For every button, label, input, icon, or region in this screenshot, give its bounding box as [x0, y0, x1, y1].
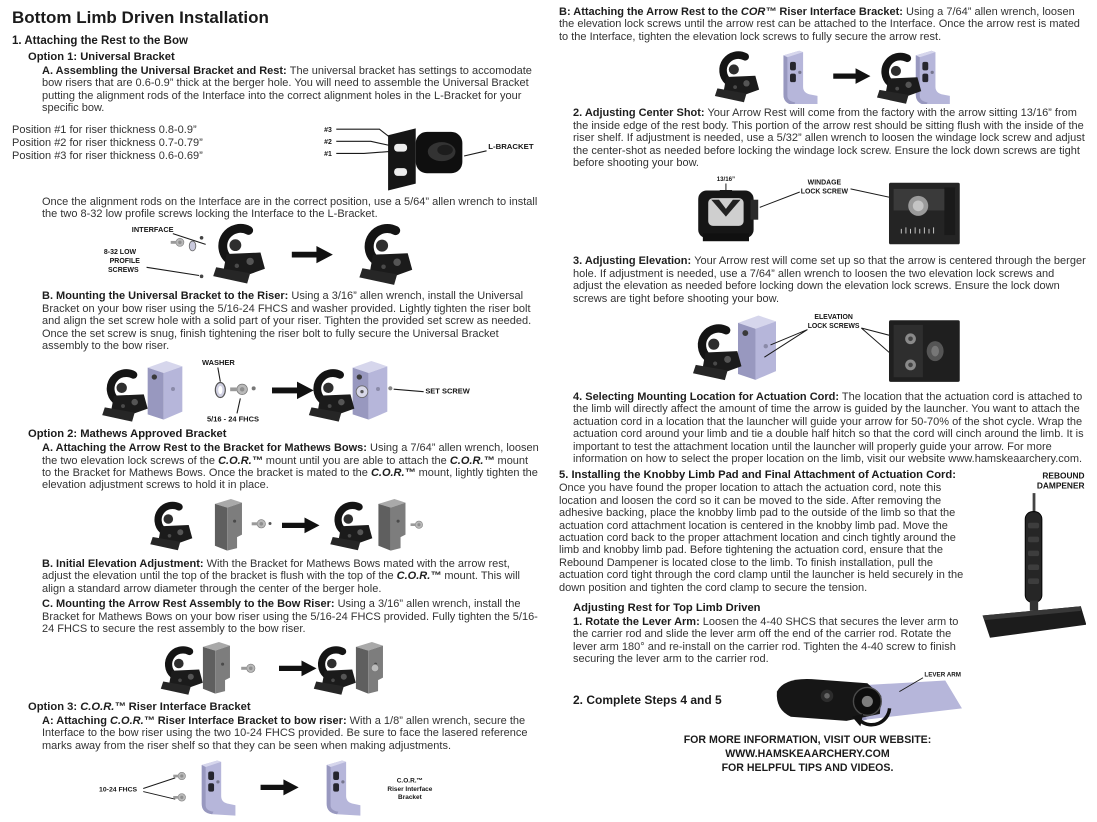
label-lever-arm: LEVER ARM	[924, 671, 961, 679]
elevation-paragraph: 3. Adjusting Elevation: Your Arrow rest will come set up so that the arrow is centered through the berger hole. If adjustment is needed, use a 7/64” allen wrench to loosen the two elevation lock screws and adjust the elevation as needed before locking down the elevation lock screws. Ensure the lock down screws are tight before shooting your bow.	[573, 255, 1086, 305]
label-windage-2: LOCK SCREW	[801, 188, 849, 196]
mathews-bracket-illustration	[378, 499, 405, 551]
website-url: WWW.HAMSKEAARCHERY.COM	[725, 748, 890, 761]
mathews-bracket-illustration	[202, 642, 229, 694]
riser-interface-bracket-illustration	[915, 51, 949, 104]
label-rebound-1: REBOUND	[1042, 469, 1085, 480]
figure-windage	[649, 172, 995, 252]
knobby-pad-paragraph: Once you have found the proper location to attach the actuation cord, note this location and loosen the cord so it can be moved to the side. After removing the adhesive backing, place the knobby limb pad to the outside of the limb so that the actuation cord attachment location is centered in the knobby limb pad. Move the actuation cord back to the proper attachment location and cinch tightly around the limb and knobby limb pad. Before tightening the actuation cord, ensure that the Rebound Dampener is located close to the limb. To finish installation, pull the actuation cord tight through the cord clamp until the launcher is held securely in the down position and tighten the cord clamp to secure the tension.	[559, 482, 964, 594]
b-attach-paragraph: B: Attaching the Arrow Rest to the COR™ Riser Interface Bracket: Using a 7/64” allen wrench, loosen the elevation lock screws until the arrow rest can be attached to the Interface. Once the arrow rest is mated to the Interface, tighten the elevation lock screws to fully secure the arrow rest.	[559, 6, 1080, 43]
arrow-rest-illustration	[150, 505, 192, 550]
figure-rebound-dampener	[977, 469, 1086, 647]
footer-line-1: FOR MORE INFORMATION, VISIT OUR WEBSITE:	[683, 734, 932, 747]
center-shot-paragraph: 2. Adjusting Center Shot: Your Arrow Rest will come from the factory with the arrow sitting 13/16” from the inside edge of the rest body. This portion of the arrow rest should be sitting flush with the inside of the riser shelf. If adjustment is needed, use a 5/32” allen wrench to loosen the windage lock screw and adjust the center-shot as needed before locking the windage lock screw. Ensure the lock down screws are tight before shooting your bow.	[573, 107, 1085, 169]
section-1-heading: 1. Attaching the Rest to the Bow	[12, 35, 188, 48]
arrow-rest-illustration	[213, 229, 265, 284]
opt2-c-paragraph: C. Mounting the Arrow Rest Assembly to the Bow Riser: Using a 3/16” allen wrench, install the Bracket for Mathews Bows on your bow riser using the 5/16-24 FHCS provided. Fully tighten the 5/16-24 FHCS to secure the rest assembly to the bow riser.	[42, 598, 538, 635]
riser-interface-bracket-illustration	[783, 51, 817, 104]
arrow-rest-illustration	[330, 505, 372, 550]
label-windage-1: WINDAGE	[808, 179, 842, 187]
complete-steps-text: 2. Complete Steps 4 and 5	[573, 692, 722, 707]
position-list	[12, 118, 203, 164]
label-13-16: 13/16”	[717, 176, 736, 184]
figure-elevation	[649, 308, 995, 388]
arrow-rest-illustration	[102, 374, 147, 423]
limb-illustration	[982, 606, 1086, 638]
label-pos1: #1	[324, 150, 332, 158]
arrow-rest-illustration	[715, 55, 759, 102]
arrow-right-icon	[833, 69, 870, 85]
figure-cor-bracket	[96, 755, 454, 819]
arrow-right-icon	[279, 661, 317, 677]
riser-block-illustration	[148, 361, 183, 420]
figure-rest-to-interface	[689, 46, 957, 104]
lever-arm-illustration	[777, 679, 962, 721]
top-limb-heading: Adjusting Rest for Top Limb Driven	[573, 602, 761, 615]
figure-washer-mounting	[67, 355, 484, 425]
option-2-heading: Option 2: Mathews Approved Bracket	[28, 428, 227, 441]
position-1: Position #1 for riser thickness 0.8-0.9”	[12, 123, 197, 136]
option-1-heading: Option 1: Universal Bracket	[28, 51, 175, 64]
riser-interface-bracket-illustration	[202, 761, 236, 816]
rest-front-view-illustration	[699, 191, 759, 242]
rebound-dampener-illustration	[1025, 493, 1042, 611]
label-screws-2: PROFILE	[109, 258, 140, 266]
opt2-a-paragraph: A. Attaching the Arrow Rest to the Bracket for Mathews Bows: Using a 7/64” allen wrench, loosen the two elevation lock screws of the C.O.R.™ mount until you are able to attach the C.O.R.™ mount to the Bracket for Mathews Bows. Once the bracket is mated to the C.O.R.™ mount, lightly tighten the elevation adjustment screws to hold it in place.	[42, 442, 539, 492]
position-2: Position #2 for riser thickness 0.7-0.79”	[12, 136, 203, 149]
positions-row	[12, 118, 539, 194]
label-set-screw: SET SCREW	[425, 386, 470, 396]
actuation-cord-paragraph: 4. Selecting Mounting Location for Actuation Cord: The location that the actuation cord is attached to the limb will directly affect the amount of time the arrow is guided by the launcher. You want to attach the actuation cord in a location that the launcher will guide your arrow for 50-70% of the shot cycle. Wrap the actuation cord around your limb and tie a double half hitch so that the cord will cinch around the limb. It is important to test the attachment location until the launcher will properly guide your arrow. For more information on how to select the proper location on the limb, visit our website www.hamskeaarchery.com.	[573, 391, 1084, 466]
label-washer: WASHER	[202, 358, 236, 368]
lever-row	[559, 668, 1086, 732]
arrow-rest-assembled-illustration	[359, 229, 412, 285]
label-cor-2: Riser Interface	[387, 786, 433, 794]
label-rebound-2: DAMPENER	[1036, 480, 1085, 491]
opt1-a-paragraph: A. Assembling the Universal Bracket and Rest: The universal bracket has settings to accomodate bow risers that are 0.6-0.9” thick at the berger hole. You will need to assemble the Universal Bracket putting the alignment rods of the Interface into the correct alignment holes in the L-Bracket for your specific bow.	[42, 64, 532, 115]
position-3: Position #3 for riser thickness 0.6-0.69”	[12, 150, 203, 163]
arrow-rest-illustration	[693, 329, 741, 381]
arrow-rest-illustration	[160, 650, 202, 695]
option-3-heading: Option 3: C.O.R.™ Riser Interface Bracket	[28, 701, 251, 714]
rotate-lever-paragraph: 1. Rotate the Lever Arm: Loosen the 4-40 SHCS that secures the lever arm to the carrier rod and slide the lever arm off the end of the carrier rod. Rotate the lever arm 180° and re-install on the carrier rod. Tighten the 4-40 screw to finish securing the lever arm to the carrier rod.	[573, 615, 959, 665]
figure-l-bracket	[319, 118, 535, 194]
label-10-24-fhcs: 10-24 FHCS	[99, 786, 138, 794]
arrow-right-icon	[261, 780, 299, 796]
label-elevation-1: ELEVATION	[814, 313, 854, 321]
label-cor-1: C.O.R.™	[397, 777, 424, 785]
right-column	[559, 6, 1086, 822]
opt3-a-paragraph: A: Attaching C.O.R.™ Riser Interface Bracket to bow riser: With a 1/8” allen wrench, secure the Interface to the bow riser using the two 10-24 FHCS provided. Be sure to face the lasered reference marks away from the riser shelf so that they can be seen when making adjustments.	[42, 715, 528, 752]
arrow-right-icon	[292, 246, 333, 263]
elevation-closeup-illustration	[889, 320, 960, 382]
opt1-b-paragraph: B. Mounting the Universal Bracket to the Riser: Using a 3/16” allen wrench, install the Universal Bracket on your bow riser using the 5/16-24 FHCS and washer provided. Lightly tighten the riser bolt and align the set screw hole with a solid part of your riser. Tighten the provided set screw as needed. Once the set screw is snug, finish tightening the riser bolt to fully secure the Universal Bracket assembly to the bow riser.	[42, 290, 532, 353]
arrow-rest-assembled-illustration	[309, 374, 354, 423]
knobby-pad-heading: 5. Installing the Knobby Limb Pad and Final Attachment of Actuation Cord:	[559, 468, 956, 481]
label-screws-3: SCREWS	[108, 267, 139, 275]
figure-mathews-mount	[126, 638, 426, 698]
figure-lever-arm	[763, 668, 972, 732]
left-column	[12, 6, 539, 822]
label-fhcs: 5/16 - 24 FHCS	[207, 415, 260, 425]
opt1-once-paragraph: Once the alignment rods on the Interface are in the correct position, use a 5/64” allen wrench to install the two 8-32 low profile screws locking the Interface to the L-Bracket.	[42, 195, 538, 220]
opt2-b-paragraph: B. Initial Elevation Adjustment: With the Bracket for Mathews Bows mated with the arrow rest, adjust the elevation until the top of the bracket is flush with the top of the C.O.R.™ mount. This will align a standard arrow diameter through the center of the berger hole.	[42, 557, 520, 595]
figure-interface-assembly	[99, 223, 452, 287]
mathews-bracket-illustration	[214, 499, 241, 551]
label-pos2: #2	[324, 138, 332, 146]
label-cor-3: Bracket	[398, 794, 423, 802]
label-pos3: #3	[324, 126, 332, 134]
arrow-right-icon	[272, 382, 314, 399]
page-title: Bottom Limb Driven Installation	[12, 8, 269, 27]
arrow-rest-illustration	[313, 650, 355, 695]
arrow-rest-assembled-illustration	[877, 57, 921, 104]
label-screws-1: 8-32 LOW	[104, 249, 137, 257]
label-l-bracket: L-BRACKET	[488, 141, 534, 151]
footer-line-3: FOR HELPFUL TIPS AND VIDEOS.	[721, 761, 894, 774]
footer	[569, 734, 1046, 775]
riser-block-illustration	[738, 316, 776, 380]
figure-mathews-attach	[126, 495, 426, 555]
label-elevation-2: LOCK SCREWS	[808, 323, 860, 331]
label-interface: INTERFACE	[131, 225, 174, 235]
l-bracket-illustration	[388, 128, 462, 190]
riser-interface-bracket-illustration	[327, 761, 361, 816]
windage-closeup-illustration	[889, 183, 960, 245]
arrow-right-icon	[282, 517, 320, 533]
